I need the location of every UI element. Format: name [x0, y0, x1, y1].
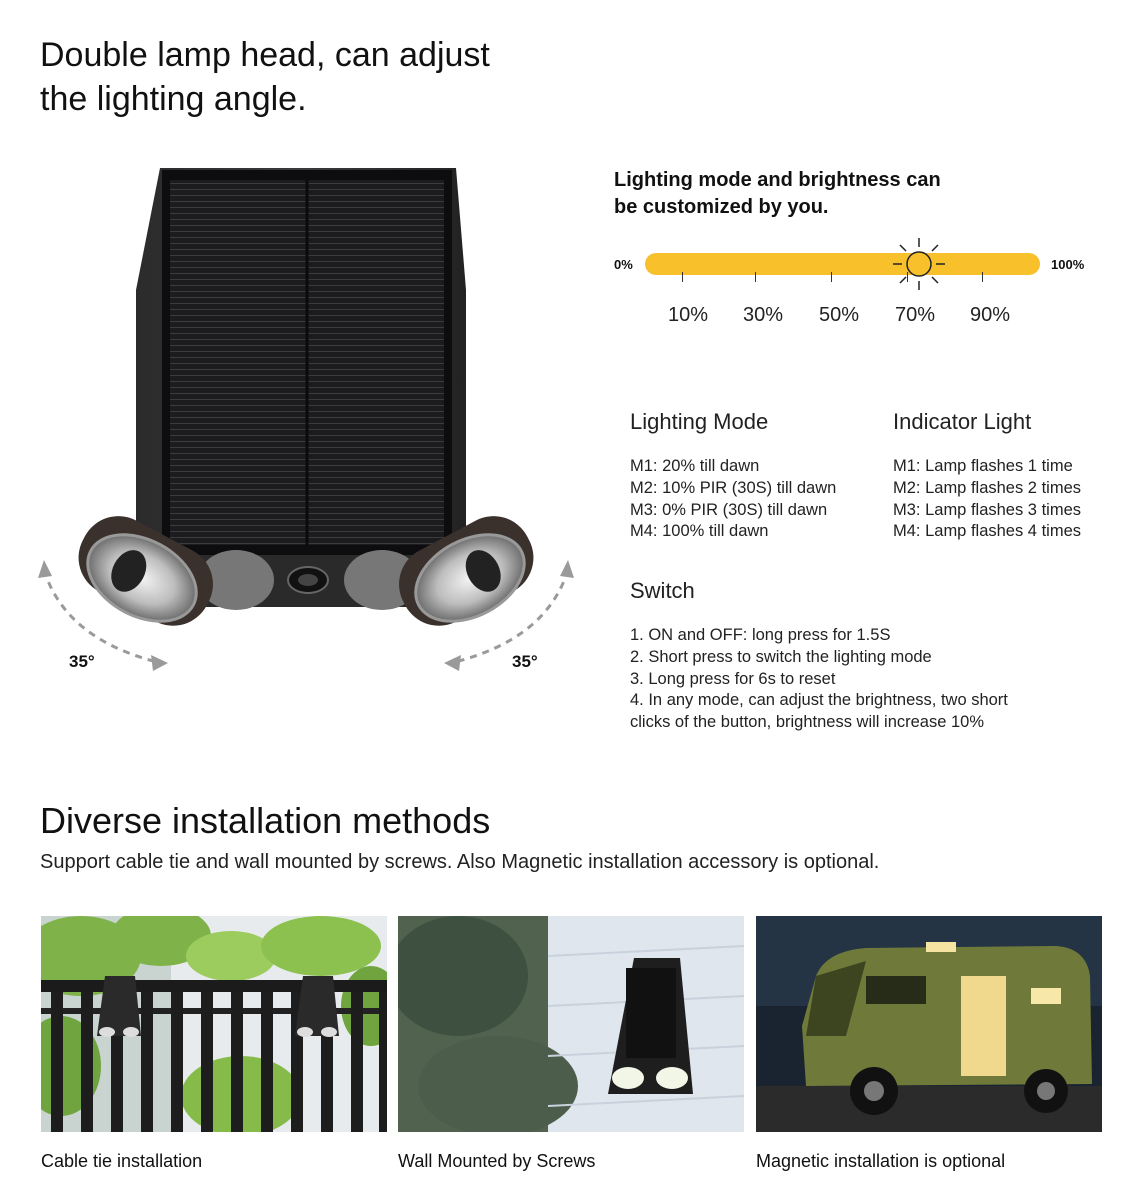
tick-label: 10%	[668, 304, 709, 326]
wall-mounted-photo	[398, 916, 744, 1132]
brightness-heading-line2: be customized by you.	[614, 196, 829, 218]
lighting-mode-title: Lighting Mode	[630, 409, 769, 434]
sun-icon[interactable]	[891, 236, 947, 292]
product-title	[40, 33, 490, 121]
product-title-line2: the lighting angle.	[40, 80, 307, 118]
product-illustration	[36, 160, 576, 680]
list-item: M4: 100% till dawn	[630, 522, 769, 541]
brightness-max-label: 100%	[1051, 257, 1085, 272]
caption-magnetic: Magnetic installation is optional	[756, 1151, 1006, 1171]
list-item: M4: Lamp flashes 4 times	[893, 522, 1081, 541]
tick-label: 90%	[970, 304, 1011, 326]
list-item: M3: Lamp flashes 3 times	[893, 500, 1081, 519]
lighting-mode-list	[630, 456, 836, 543]
list-item: M2: Lamp flashes 2 times	[893, 478, 1081, 497]
list-item: M1: Lamp flashes 1 time	[893, 457, 1073, 475]
brightness-heading-line1: Lighting mode and brightness can	[614, 169, 941, 191]
list-item: 2. Short press to switch the lighting mode	[630, 647, 932, 666]
switch-title: Switch	[630, 578, 695, 603]
brightness-min-label: 0%	[614, 257, 633, 272]
tick-label: 50%	[819, 304, 860, 326]
brightness-slider[interactable]	[645, 253, 1040, 275]
switch-list	[630, 625, 1008, 734]
cable-tie-photo	[41, 916, 387, 1132]
list-item: M1: 20% till dawn	[630, 457, 760, 475]
angle-label-left: 35°	[69, 652, 95, 671]
tick-mark	[982, 272, 983, 282]
brightness-heading	[614, 167, 941, 221]
list-item: M3: 0% PIR (30S) till dawn	[630, 500, 828, 519]
list-item: clicks of the button, brightness will increase 10%	[630, 713, 985, 732]
indicator-light-list	[893, 456, 1081, 543]
list-item: M2: 10% PIR (30S) till dawn	[630, 478, 837, 497]
list-item: 1. ON and OFF: long press for 1.5S	[630, 626, 891, 644]
tick-label: 30%	[743, 304, 784, 326]
product-title-line1: Double lamp head, can adjust	[40, 36, 490, 74]
tick-label: 70%	[895, 304, 936, 326]
install-title: Diverse installation methods	[40, 800, 491, 841]
magnetic-install-photo	[756, 916, 1102, 1132]
list-item: 3. Long press for 6s to reset	[630, 669, 836, 688]
caption-cable-tie: Cable tie installation	[41, 1151, 203, 1171]
install-subtitle: Support cable tie and wall mounted by screws. Also Magnetic installation accessory is optional.	[40, 851, 880, 873]
tick-mark	[831, 272, 832, 282]
caption-wall-mounted: Wall Mounted by Screws	[398, 1151, 596, 1171]
tick-mark	[755, 272, 756, 282]
list-item: 4. In any mode, can adjust the brightness, two short	[630, 691, 1008, 710]
angle-label-right: 35°	[512, 652, 538, 671]
indicator-light-title: Indicator Light	[893, 409, 1032, 434]
tick-mark	[682, 272, 683, 282]
